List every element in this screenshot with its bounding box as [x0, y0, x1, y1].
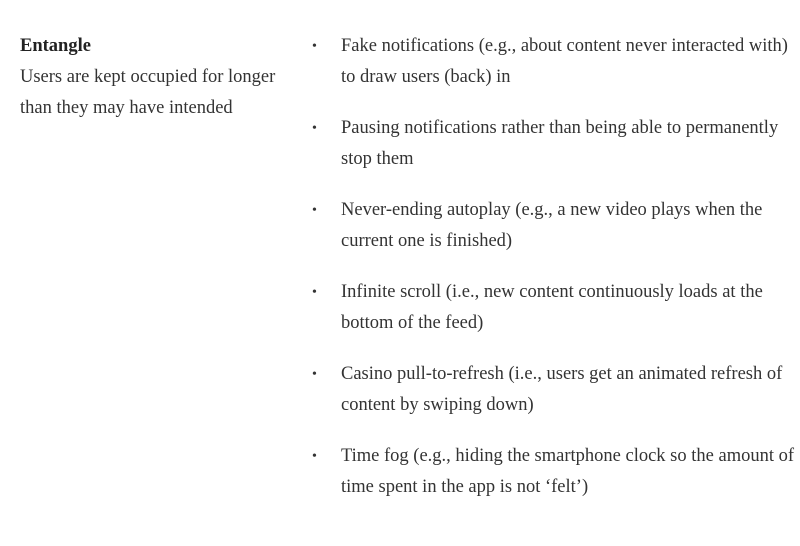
- category-column: [20, 31, 305, 124]
- list-item: [308, 113, 800, 175]
- pattern-text: Never-ending autoplay (e.g., a new video plays when the current one is finished): [341, 200, 763, 251]
- bullet-icon: •: [312, 203, 317, 218]
- list-item: [308, 31, 800, 93]
- bullet-icon: •: [312, 285, 317, 300]
- bullet-icon: •: [312, 367, 317, 382]
- list-item: [308, 359, 800, 421]
- bullet-icon: •: [312, 449, 317, 464]
- pattern-text: Infinite scroll (i.e., new content continuously loads at the bottom of the feed): [341, 282, 763, 333]
- category-title: Entangle: [20, 36, 91, 56]
- bullet-icon: •: [312, 121, 317, 136]
- list-item: [308, 195, 800, 257]
- pattern-text: Casino pull-to-refresh (i.e., users get an animated refresh of content by swiping down): [341, 364, 783, 415]
- bullet-icon: •: [312, 39, 317, 54]
- pattern-text: Time fog (e.g., hiding the smartphone clock so the amount of time spent in the app is not ‘felt’): [341, 446, 795, 497]
- list-item: [308, 277, 800, 339]
- category-description: Users are kept occupied for longer than they may have intended: [20, 67, 276, 118]
- pattern-text: Fake notifications (e.g., about content never interacted with) to draw users (back) in: [341, 36, 788, 87]
- patterns-column: [308, 31, 800, 523]
- list-item: [308, 441, 800, 503]
- patterns-list: [308, 31, 800, 503]
- pattern-text: Pausing notifications rather than being able to permanently stop them: [341, 118, 779, 169]
